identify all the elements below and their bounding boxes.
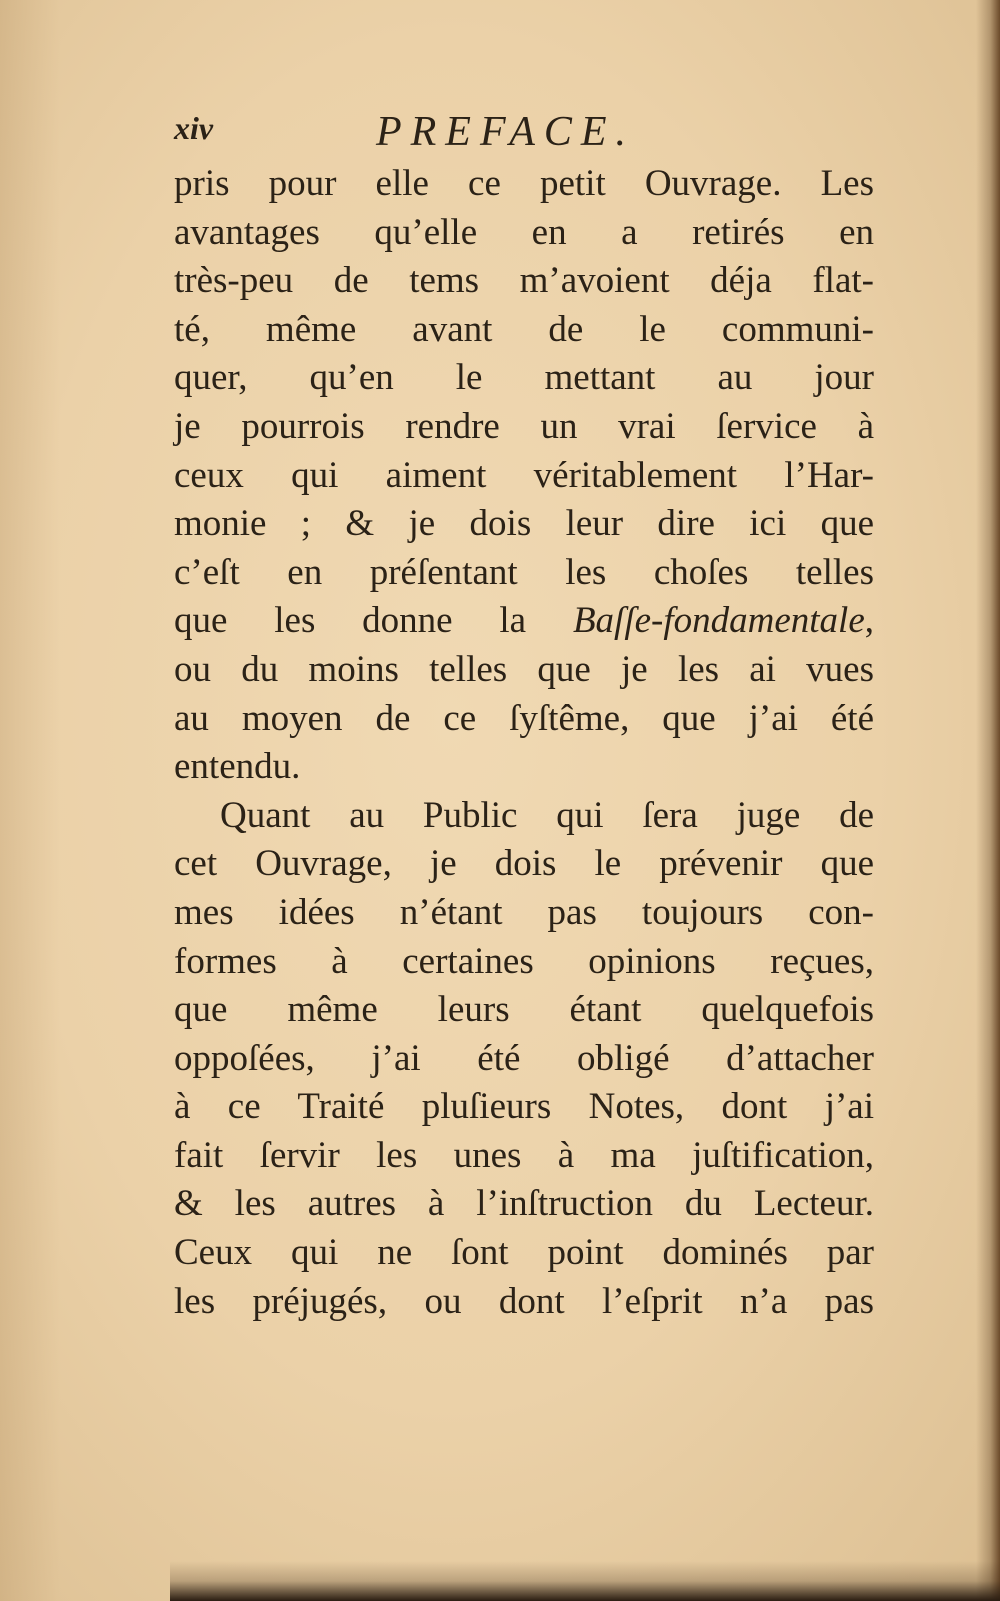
text-line: mes idées n’étant pas toujours con- <box>174 891 874 933</box>
text-line: ou du moins telles que je les ai vues <box>174 648 874 690</box>
running-title: PREFACE. <box>376 109 636 155</box>
italic-term: Baſſe-fondamentale <box>572 600 865 642</box>
page-header <box>174 108 834 164</box>
text-line: formes à certaines opinions reçues, <box>174 940 874 982</box>
paragraph-2 <box>174 792 874 1327</box>
text-line: fait ſervir les unes à ma juſtification, <box>174 1134 874 1176</box>
text-line: à ce Traité pluſieurs Notes, dont j’ai <box>174 1086 874 1128</box>
text-line: cet Ouvrage, je dois le prévenir que <box>174 843 874 885</box>
text-line: Ceux qui ne ſont point dominés par <box>174 1232 874 1274</box>
text-line: que même leurs étant quelquefois <box>174 989 874 1031</box>
text-line: té, même avant de le communi- <box>174 308 874 350</box>
text-line: très-peu de tems m’avoient déja flat- <box>174 260 874 302</box>
text-line: je pourrois rendre un vrai ſervice à <box>174 405 874 447</box>
page-number: xiv <box>174 110 214 146</box>
text-line: ceux qui aiment véritablement l’Har- <box>174 454 874 496</box>
body-text <box>174 160 874 1326</box>
text-line: c’eſt en préſentant les choſes telles <box>174 551 874 593</box>
text-line: que les donne la Baſſe-fondamentale, <box>174 600 874 642</box>
page-gutter-shadow <box>0 0 60 1601</box>
page-bottom-edge <box>170 1561 1000 1601</box>
text-line: les préjugés, ou dont l’eſprit n’a pas <box>174 1280 874 1322</box>
text-line: avantages qu’elle en a retirés en <box>174 211 874 253</box>
paragraph-1 <box>174 160 874 792</box>
text-line: pris pour elle ce petit Ouvrage. Les <box>174 163 874 204</box>
text-line: quer, qu’en le mettant au jour <box>174 357 874 399</box>
text-line: oppoſées, j’ai été obligé d’attacher <box>174 1037 874 1079</box>
text-line: monie ; & je dois leur dire ici que <box>174 503 874 545</box>
text-line: Quant au Public qui ſera juge de <box>220 794 874 836</box>
page-right-edge <box>976 0 1000 1601</box>
text-line: entendu. <box>174 746 301 788</box>
text-line: au moyen de ce ſyſtême, que j’ai été <box>174 697 874 739</box>
text-line: & les autres à l’inſtruction du Lecteur. <box>174 1183 874 1225</box>
